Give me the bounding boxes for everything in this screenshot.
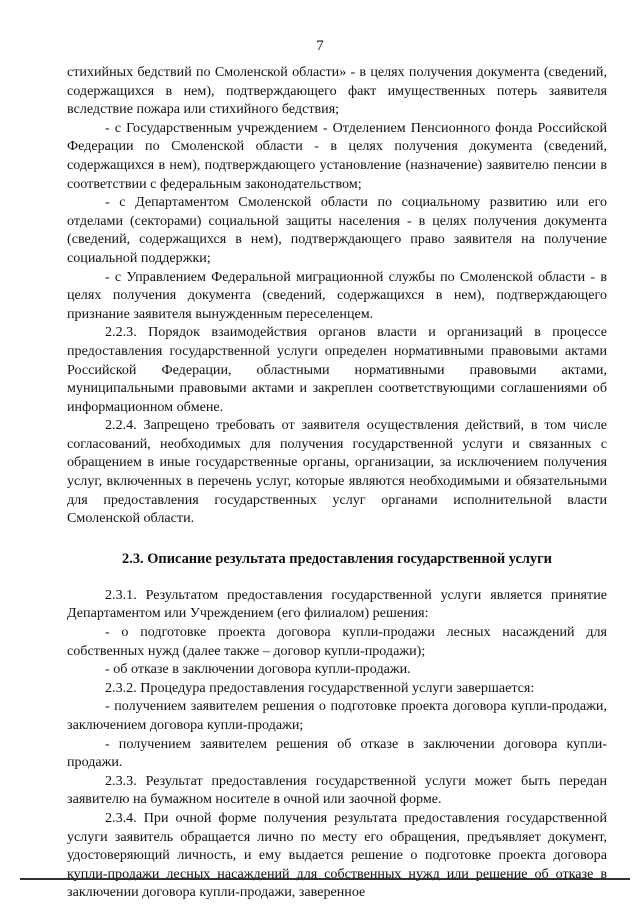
section-heading: 2.3. Описание результата предоставления государственной услуги [122,550,552,567]
page-number: 7 [316,38,324,54]
paragraph: - с Департаментом Смоленской области по социальному развитию или его отделами (секторами) социальной защиты населения - в целях получения документа (сведений, содержащихся в нем), подтверждающего право заявителя на получение социальной поддержки; [67,194,607,266]
paragraph: - о подготовке проекта договора купли-продажи лесных насаждений для собственных нужд (далее также – договор купли-продажи); [67,624,607,659]
paragraph: 2.2.3. Порядок взаимодействия органов власти и организаций в процессе предоставления государственной услуги определен нормативными правовыми актами Российской Федерации, областными нормативными правовыми актами, муниципальными правовыми актами и закреплен соответствующими соглашениями об информационном обмене. [67,324,607,415]
paragraph: - получением заявителем решения об отказе в заключении договора купли-продажи. [67,735,607,771]
paragraph: - получением заявителем решения о подготовке проекта договора купли-продажи, заключением договора купли-продажи; [67,698,607,733]
paragraph: 2.3.4. При очной форме получения результата предоставления государственной услуги заявитель обращается лично по месту его обращения, предъявляет документ, удостоверяющий личность, и ему выдается решение о подготовке проекта договора купли-продажи лесных насаждений для собственных нужд или решение об отказе в заключении договора купли-продажи, заверенное [67,809,607,901]
paragraph: 2.3.1. Результатом предоставления государственной услуги является принятие Департаментом или Учреждением (его филиалом) решения: [67,586,607,622]
document-body [67,63,607,902]
paragraph: 2.3.3. Результат предоставления государственной услуги может быть передан заявителю на бумажном носителе в очной или заочной форме. [67,772,607,808]
paragraph: 2.2.4. Запрещено требовать от заявителя осуществления действий, в том числе согласований, необходимых для получения государственной услуги и связанных с обращением в иные государственные органы, организации, за исключением получения услуг, включенных в перечень услуг, которые являются необходимыми и обязательными для предоставления государственных услуг органами исполнительной власти Смоленской области. [67,417,607,527]
paragraph: - с Управлением Федеральной миграционной службы по Смоленской области - в целях получения документа (сведений, содержащихся в нем), подтверждающего признание заявителя вынужденным переселенцем. [67,268,607,322]
paragraph: - с Государственным учреждением - Отделением Пенсионного фонда Российской Федерации по Смоленской области - в целях получения документа (сведений, содержащихся в нем), подтверждающего установление (назначение) заявителю пенсии в соответствии с федеральным законодательством; [67,119,607,192]
paragraph: - об отказе в заключении договора купли-продажи. [105,661,411,678]
page-bottom-rule [20,878,630,880]
paragraph: стихийных бедствий по Смоленской области» - в целях получения документа (сведений, содержащихся в нем), подтверждающего факт имущественных потерь заявителя вследствие пожара или стихийного бедствия; [67,64,607,118]
paragraph: 2.3.2. Процедура предоставления государственной услуги завершается: [105,679,535,696]
